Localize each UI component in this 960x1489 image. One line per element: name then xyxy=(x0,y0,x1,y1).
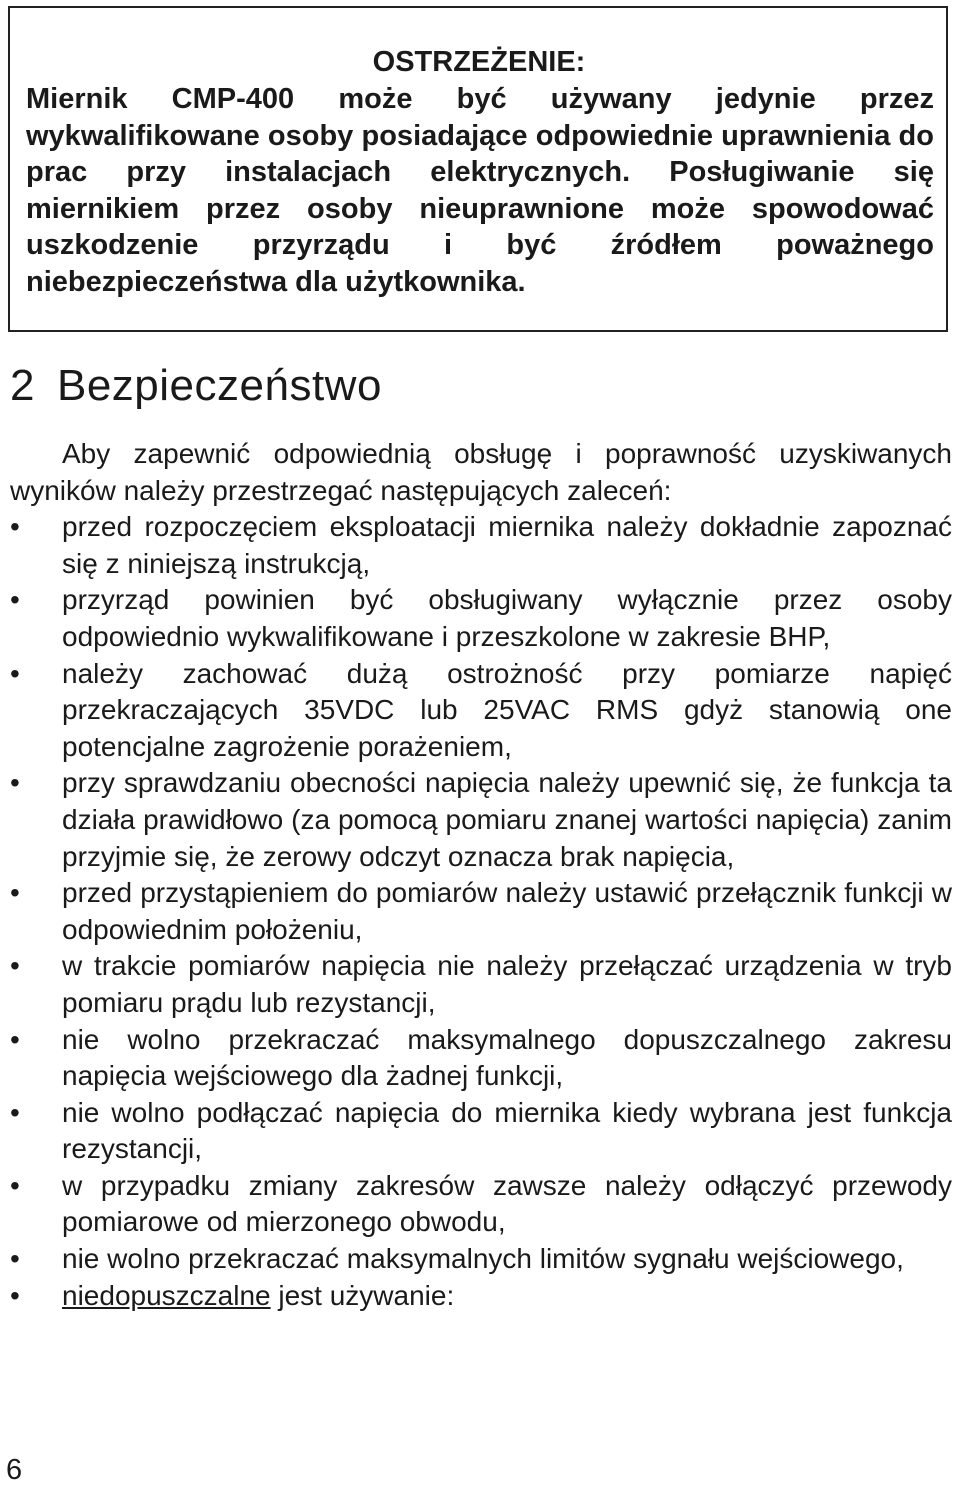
list-item-text: należy zachować dużą ostrożność przy pomiarze napięć przekraczających 35VDC lub 25VAC RMS gdyż stanowią one potencjalne zagrożenie porażeniem, xyxy=(62,657,952,762)
bullet-icon: • xyxy=(10,767,20,799)
bullet-icon: • xyxy=(10,1023,20,1055)
list-item xyxy=(10,1241,952,1278)
bullet-icon: • xyxy=(10,950,20,982)
list-item-text: nie wolno podłączać napięcia do miernika kiedy wybrana jest funkcja rezystancji, xyxy=(62,1096,952,1165)
list-item-text: przed przystąpieniem do pomiarów należy ustawić przełącznik funkcji w odpowiednim położeniu, xyxy=(62,877,952,945)
list-item xyxy=(10,765,952,875)
bullet-icon: • xyxy=(10,1169,20,1201)
bullet-icon: • xyxy=(10,1243,20,1275)
list-item xyxy=(10,1278,952,1315)
section-number: 2 xyxy=(10,361,35,410)
list-item-text: jest używanie: xyxy=(270,1279,455,1311)
bullet-icon: • xyxy=(10,657,20,689)
warning-text: Miernik CMP-400 może być używany jedynie przez wykwalifikowane osoby posiadające odpowiednie uprawnienia do prac przy instalacjach elektrycznych. Posługiwanie się miernikiem przez osoby nieuprawnione może spowodować uszkodzenie przyrządu i być źródłem poważnego niebezpieczeństwa dla użytkownika. xyxy=(26,83,934,298)
bullet-icon: • xyxy=(10,511,20,543)
list-item-text: w przypadku zmiany zakresów zawsze należy odłączyć przewody pomiarowe od mierzonego obwodu, xyxy=(62,1169,952,1238)
list-item-text: nie wolno przekraczać maksymalnych limitów sygnału wejściowego, xyxy=(62,1243,904,1275)
list-item xyxy=(10,1168,952,1241)
list-item xyxy=(10,1095,952,1168)
bullet-icon: • xyxy=(10,1279,20,1311)
underlined-word: niedopuszczalne xyxy=(62,1279,271,1311)
list-item xyxy=(10,875,952,948)
list-item xyxy=(10,656,952,766)
bullet-icon: • xyxy=(10,584,20,616)
list-item-text: przyrząd powinien być obsługiwany wyłącznie przez osoby odpowiednio wykwalifikowane i przeszkolone w zakresie BHP, xyxy=(62,584,952,652)
list-item-text: nie wolno przekraczać maksymalnego dopuszczalnego zakresu napięcia wejściowego dla żadnej funkcji, xyxy=(62,1023,952,1092)
list-item-text: w trakcie pomiarów napięcia nie należy przełączać urządzenia w tryb pomiaru prądu lub rezystancji, xyxy=(62,950,952,1018)
list-item-text: przy sprawdzaniu obecności napięcia należy upewnić się, że funkcja ta działa prawidłowo (za pomocą pomiaru znanej wartości napięcia) zanim przyjmie się, że zerowy odczyt oznacza brak napięcia, xyxy=(62,767,952,872)
warning-box xyxy=(8,6,948,332)
bullet-icon: • xyxy=(10,1096,20,1128)
list-item xyxy=(10,948,952,1021)
list-item xyxy=(10,582,952,655)
safety-list xyxy=(10,509,952,1314)
intro-paragraph: Aby zapewnić odpowiednią obsługę i poprawność uzyskiwanych wyników należy przestrzegać następujących zaleceń: xyxy=(10,438,952,506)
section-title: Bezpieczeństwo xyxy=(56,361,382,410)
page-number: 6 xyxy=(6,1454,23,1486)
safety-instructions xyxy=(10,436,952,1314)
warning-title: OSTRZEŻENIE: xyxy=(372,46,586,78)
section-heading xyxy=(10,356,382,416)
bullet-icon: • xyxy=(10,877,20,909)
list-item-text: przed rozpoczęciem eksploatacji miernika należy dokładnie zapoznać się z niniejszą instrukcją, xyxy=(62,511,952,579)
list-item xyxy=(10,1022,952,1095)
list-item xyxy=(10,509,952,582)
